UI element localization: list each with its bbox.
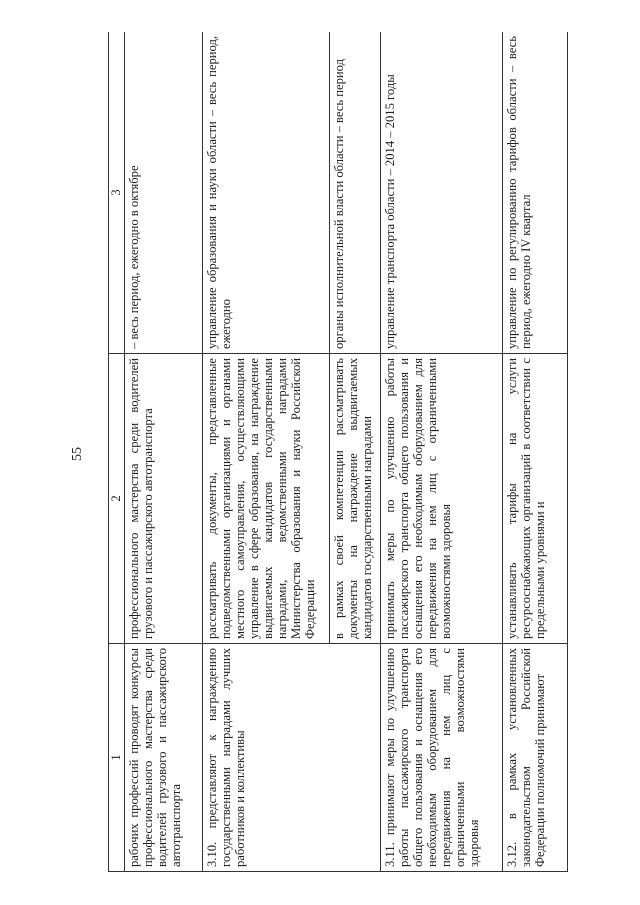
cell-obligation: 3.10. представляют к награждению государственными наградами лучших работников и коллективы: [203, 644, 381, 872]
table-row: [125, 32, 203, 872]
cell-responsible: управление транспорта области – 2014 – 2015 годы: [381, 32, 503, 354]
page-number: 55: [70, 447, 85, 461]
table-header-row: [109, 32, 125, 872]
measures-table: [108, 32, 568, 872]
cell-obligation: 3.11. принимают меры по улучшению работы пассажирского транспорта общего пользования и оснащения его необходимым оборудованием для передвижения на нем лиц с ограниченными возможностями здоровья: [381, 644, 503, 872]
cell-action: профессионального мастерства среди водителей грузового и пассажирского автотранспорта: [125, 354, 203, 644]
document-table-viewport: [108, 32, 568, 872]
cell-responsible: управление по регулированию тарифов области – весь период, ежегодно IV квартал: [502, 32, 567, 354]
cell-action: в рамках своей компетенции рассматривать документы на награждение выдвигаемых кандидатов государственными наградами: [330, 354, 381, 644]
table-row: [203, 32, 330, 872]
cell-obligation: рабочих профессий проводят конкурсы профессионального мастерства среди водителей грузового и пассажирского автотранспорта: [125, 644, 203, 872]
column-header-1: 1: [109, 644, 125, 872]
cell-responsible: органы исполнительной власти области – весь период: [330, 32, 381, 354]
column-header-3: 3: [109, 32, 125, 354]
table-row: [502, 32, 567, 872]
table-row: [381, 32, 503, 872]
cell-responsible: управление образования и науки области – весь период, ежегодно: [203, 32, 330, 354]
cell-action: устанавливать тарифы на услуги ресурсоснабжающих организаций в соответствии с предельными уровнями и: [502, 354, 567, 644]
rotated-table-container: [108, 32, 568, 872]
cell-action: принимать меры по улучшению работы пассажирского транспорта общего пользования и оснащения его необходимым оборудованием для передвижения на нем лиц с ограниченными возможностями здоровья: [381, 354, 503, 644]
cell-obligation: 3.12. в рамках установленных законодательством Российской Федерации полномочий принимают: [502, 644, 567, 872]
cell-responsible: – весь период, ежегодно в октябре: [125, 32, 203, 354]
column-header-2: 2: [109, 354, 125, 644]
cell-action: рассматривать документы, представленные подведомственными организациями и органами местного самоуправления, осуществляющими управление в сфере образования, на награждение выдвигаемых кандидатов государственными наградами, ведомственными наградами Министерства образования и науки Российской Федерации: [203, 354, 330, 644]
